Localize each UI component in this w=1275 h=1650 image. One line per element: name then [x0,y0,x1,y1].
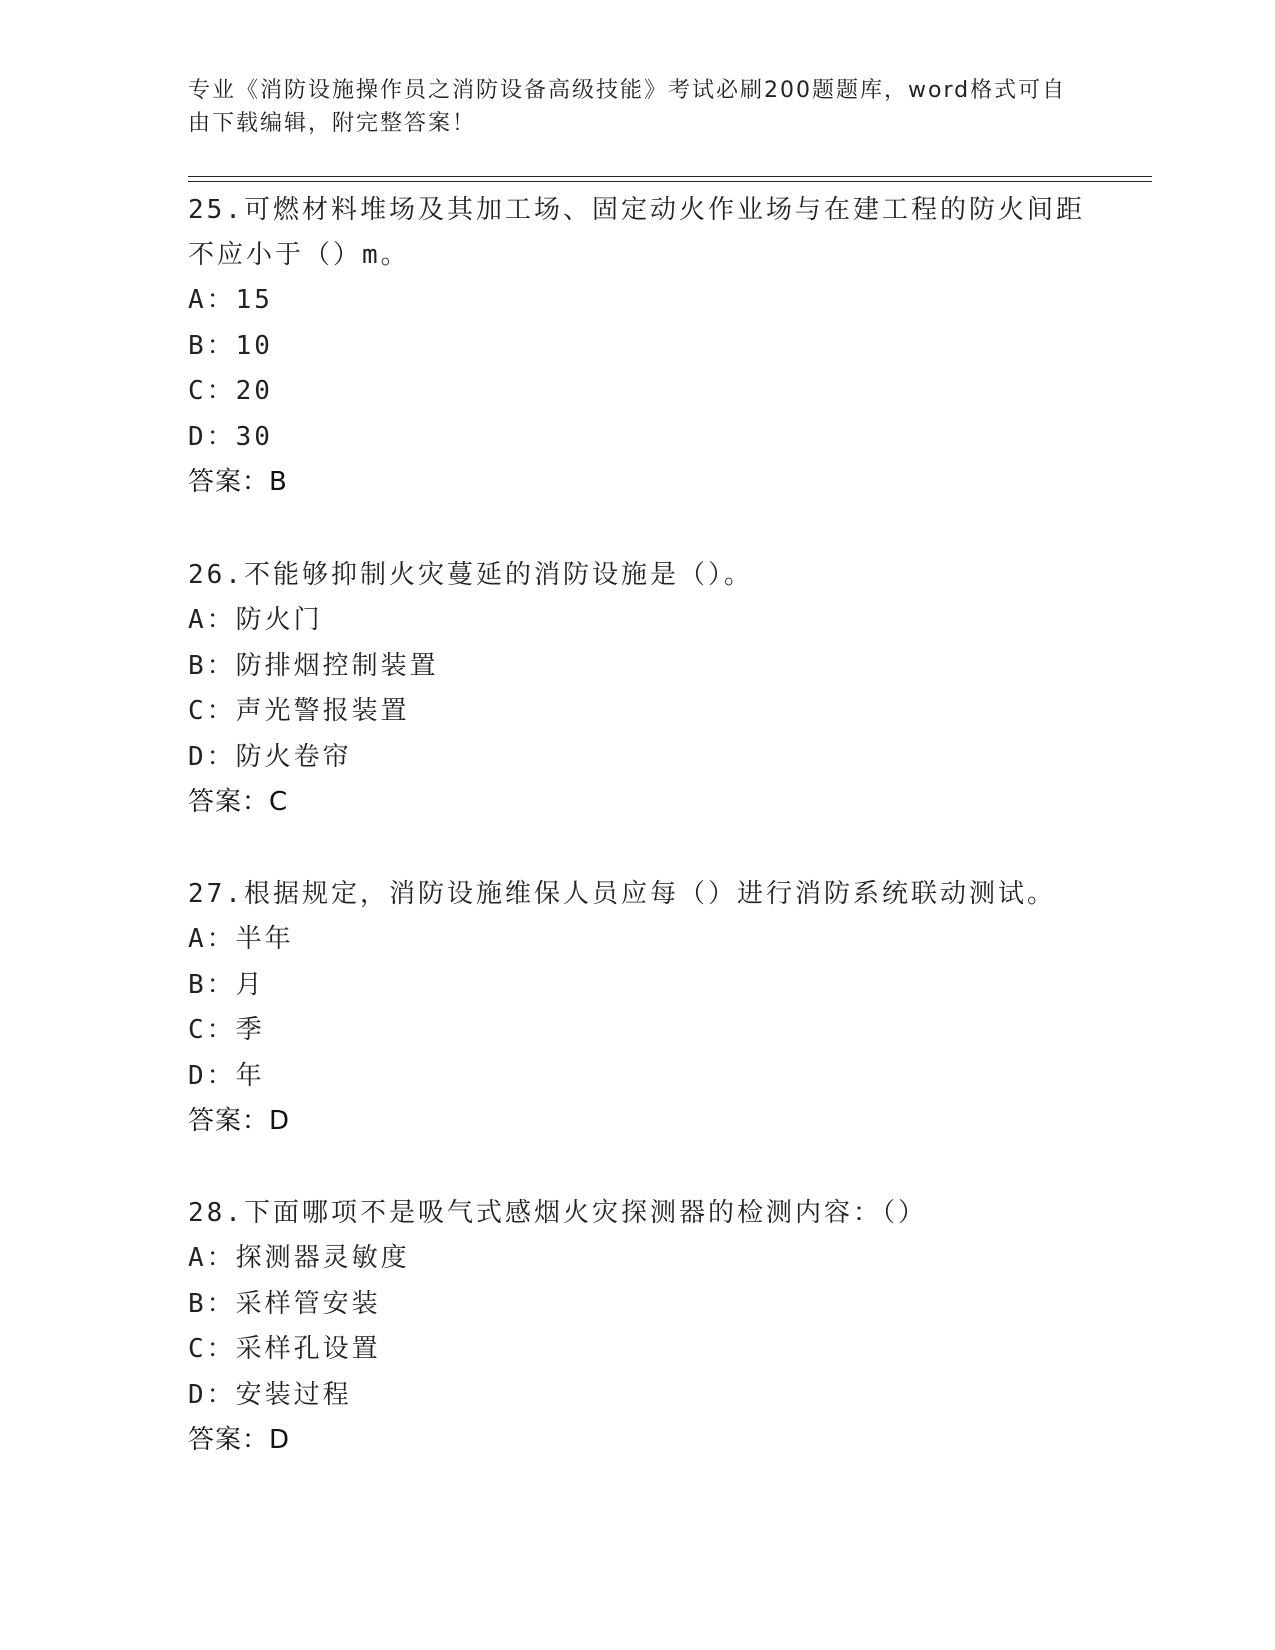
question-26 [188,553,1088,825]
option-a: A：探测器灵敏度 [188,1243,410,1273]
option-d: D：安装过程 [188,1379,352,1410]
answer: 答案：D [188,1106,291,1136]
option-d: D：年 [188,1060,265,1091]
option-d: D：30 [188,421,273,452]
option-b: B：10 [188,330,273,361]
question-stem: 27.根据规定，消防设施维保人员应每（）进行消防系统联动测试。 [188,879,1056,909]
question-27 [188,872,1088,1144]
header-divider-bottom [188,181,1152,182]
option-b: B：月 [188,969,265,1000]
option-a: A：15 [188,285,273,315]
answer: 答案：C [188,787,289,817]
question-25 [188,188,1088,505]
option-c: C：采样孔设置 [188,1334,381,1364]
question-28 [188,1191,1088,1463]
answer: 答案：D [188,1425,291,1455]
question-stem: 26.不能够抑制火灾蔓延的消防设施是（）。 [188,560,753,590]
option-a: A：防火门 [188,605,323,635]
document-header: 专业《消防设施操作员之消防设备高级技能》考试必刷200题题库，word格式可自由下载编辑，附完整答案！ [188,78,1067,136]
option-b: B：采样管安装 [188,1288,381,1319]
header-divider-top [188,176,1152,177]
answer: 答案：B [188,467,288,497]
option-b: B：防排烟控制装置 [188,650,439,681]
option-c: C：声光警报装置 [188,696,410,726]
question-stem: 25.可燃材料堆场及其加工场、固定动火作业场与在建工程的防火间距不应小于（）m。 [188,195,1085,270]
option-c: C：20 [188,376,273,406]
question-stem: 28.下面哪项不是吸气式感烟火灾探测器的检测内容：（） [188,1198,927,1228]
option-a: A：半年 [188,924,294,954]
option-d: D：防火卷帘 [188,741,352,772]
option-c: C：季 [188,1015,265,1045]
